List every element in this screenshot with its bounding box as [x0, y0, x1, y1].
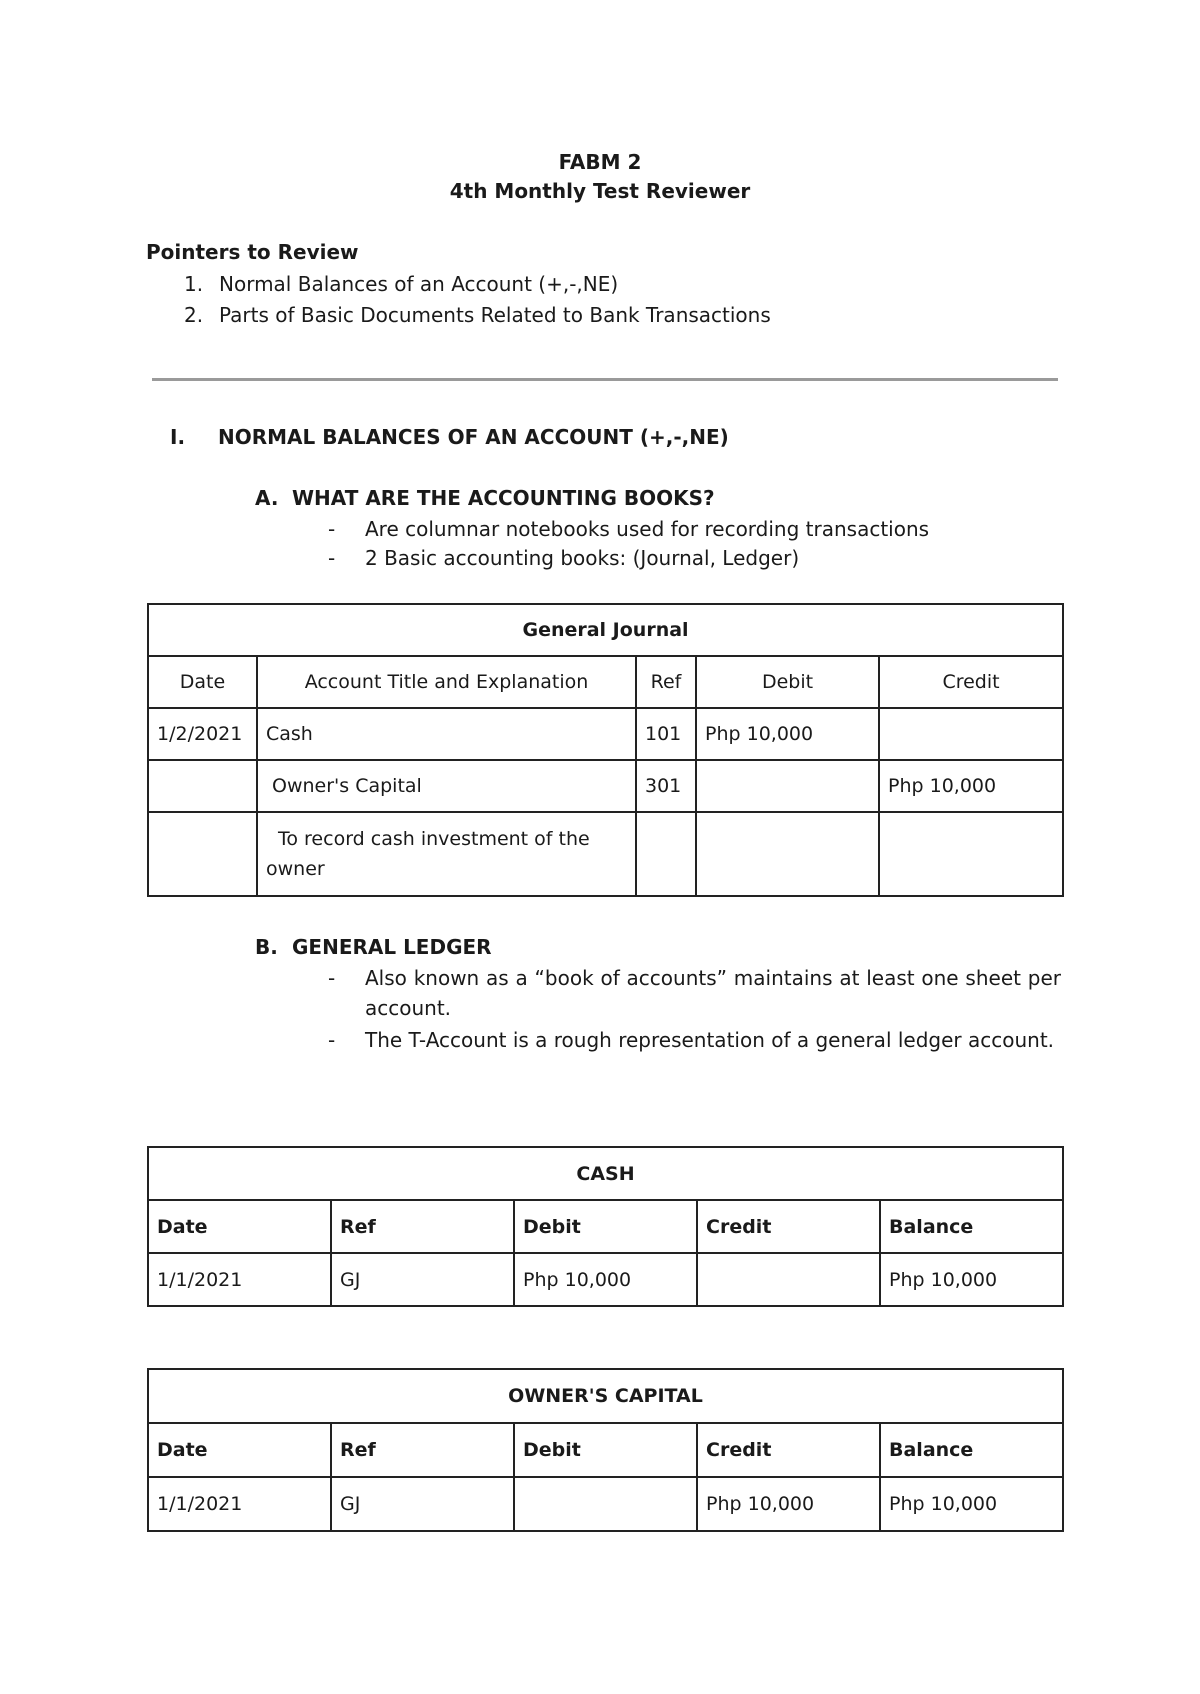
table-cell: Owner's Capital [257, 760, 636, 812]
table-cell [148, 760, 257, 812]
table-cell [696, 760, 879, 812]
table-header-row [148, 1200, 1063, 1253]
column-header: Ref [331, 1200, 514, 1253]
table-cell: Php 10,000 [880, 1477, 1063, 1531]
bullet-item [328, 963, 1061, 1023]
table-cell [636, 812, 696, 896]
table-row [148, 1477, 1063, 1531]
dash-bullet: - [328, 517, 336, 541]
pointers-heading: Pointers to Review [146, 240, 359, 264]
table-cell: Php 10,000 [514, 1253, 697, 1306]
list-item [146, 300, 771, 331]
pointers-list [146, 269, 771, 331]
column-header: Debit [514, 1200, 697, 1253]
table-cell: 301 [636, 760, 696, 812]
table-row [148, 708, 1063, 760]
table-row [148, 1253, 1063, 1306]
table-row [148, 812, 1063, 896]
horizontal-divider [152, 378, 1058, 381]
table-cell [148, 812, 257, 896]
bullet-text: 2 Basic accounting books: (Journal, Ledger) [365, 546, 800, 570]
table-cell [514, 1477, 697, 1531]
column-header: Credit [697, 1423, 880, 1477]
list-text: Parts of Basic Documents Related to Bank Transactions [219, 303, 771, 327]
subsection-heading-b [255, 935, 492, 959]
column-header: Credit [697, 1200, 880, 1253]
column-header: Date [148, 1423, 331, 1477]
column-header: Account Title and Explanation [257, 656, 636, 708]
column-header: Date [148, 1200, 331, 1253]
table-title: OWNER'S CAPITAL [148, 1369, 1063, 1423]
bullet-item [328, 514, 1061, 544]
column-header: Balance [880, 1423, 1063, 1477]
table-cell: GJ [331, 1477, 514, 1531]
table-cell: Php 10,000 [697, 1477, 880, 1531]
section-number: I. [170, 425, 186, 449]
table-cell: 1/1/2021 [148, 1477, 331, 1531]
bullet-text: Also known as a “book of accounts” maintains at least one sheet per account. [365, 966, 1061, 1020]
subsection-title: GENERAL LEDGER [292, 935, 492, 959]
dash-bullet: - [328, 1028, 336, 1052]
bullet-item [328, 1025, 1061, 1055]
list-text: Normal Balances of an Account (+,-,NE) [219, 272, 619, 296]
table-title-row [148, 1369, 1063, 1423]
table-cell: To record cash investment of the owner [257, 812, 636, 896]
table-cell: Php 10,000 [696, 708, 879, 760]
table-cell: 1/2/2021 [148, 708, 257, 760]
column-header: Ref [636, 656, 696, 708]
dash-bullet: - [328, 966, 336, 990]
bullet-text: Are columnar notebooks used for recording transactions [365, 517, 930, 541]
general-journal-table [147, 603, 1064, 897]
document-title: FABM 2 [558, 150, 642, 174]
column-header: Balance [880, 1200, 1063, 1253]
section-title: NORMAL BALANCES OF AN ACCOUNT (+,-,NE) [218, 425, 729, 449]
subsection-heading-a [255, 486, 715, 510]
column-header: Ref [331, 1423, 514, 1477]
table-cell: Php 10,000 [879, 760, 1063, 812]
owners-capital-ledger-table [147, 1368, 1064, 1532]
table-row [148, 760, 1063, 812]
document-subtitle: 4th Monthly Test Reviewer [449, 179, 751, 203]
subsection-letter: A. [255, 486, 279, 510]
subsection-title: WHAT ARE THE ACCOUNTING BOOKS? [292, 486, 715, 510]
table-cell [879, 708, 1063, 760]
table-cell: 1/1/2021 [148, 1253, 331, 1306]
column-header: Debit [696, 656, 879, 708]
cash-ledger-table [147, 1146, 1064, 1307]
bullet-item [328, 543, 1061, 573]
bullet-text: The T-Account is a rough representation of a general ledger account. [365, 1028, 1055, 1052]
table-title: General Journal [148, 604, 1063, 656]
column-header: Date [148, 656, 257, 708]
table-cell: 101 [636, 708, 696, 760]
table-cell [696, 812, 879, 896]
section-heading [170, 425, 729, 449]
table-cell [879, 812, 1063, 896]
subsection-letter: B. [255, 935, 278, 959]
list-item [146, 269, 771, 300]
table-cell [697, 1253, 880, 1306]
table-header-row [148, 1423, 1063, 1477]
table-title-row [148, 1147, 1063, 1200]
list-number: 1. [184, 272, 204, 296]
list-number: 2. [184, 303, 204, 327]
column-header: Debit [514, 1423, 697, 1477]
dash-bullet: - [328, 546, 336, 570]
column-header: Credit [879, 656, 1063, 708]
table-title: CASH [148, 1147, 1063, 1200]
table-cell: Cash [257, 708, 636, 760]
table-cell: Php 10,000 [880, 1253, 1063, 1306]
table-title-row [148, 604, 1063, 656]
table-cell: GJ [331, 1253, 514, 1306]
table-header-row [148, 656, 1063, 708]
